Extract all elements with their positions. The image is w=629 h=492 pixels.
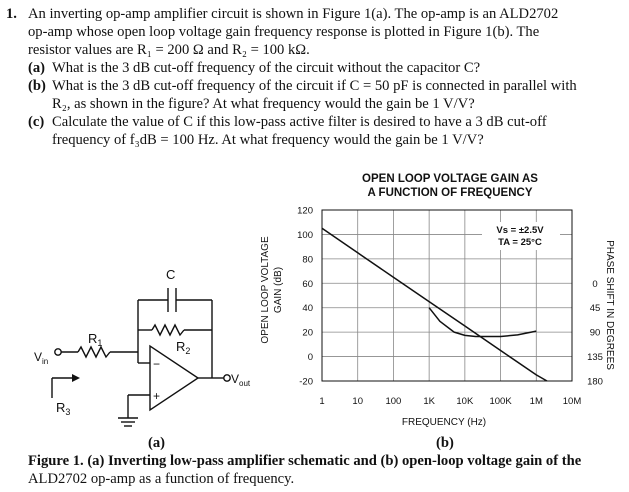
part-c-text-1: Calculate the value of C if this low-pass active filter is desired to have a 3 dB cut-off (52, 114, 547, 130)
y-tick-label: 100 (297, 229, 313, 241)
y-tick-label: 60 (302, 278, 313, 290)
caption-line-2: ALD2702 op-amp as a function of frequency. (28, 471, 295, 487)
y2-tick-label: 90 (589, 327, 601, 339)
y-tick-label: 40 (302, 303, 313, 315)
x-tick-label: 10K (456, 396, 474, 407)
series-line-gain (322, 228, 547, 381)
annotation-line-1: Vs = ±2.5V (496, 225, 544, 236)
annotation-line-2: TA = 25°C (498, 237, 542, 248)
figure-label-a: (a) (148, 435, 166, 451)
y-tick-label: -20 (299, 376, 313, 388)
chart-title: OPEN LOOP VOLTAGE GAIN AS (362, 173, 538, 185)
label-r3: $R_3$ (56, 400, 71, 417)
problem-line-3: resistor values are R₁ = 200 Ω and R₂ = 100 kΩ. (28, 42, 310, 58)
label-r1: $R_1$ (88, 331, 103, 348)
op-amp-plus: + (153, 389, 161, 403)
y2-tick-label: 45 (589, 303, 601, 315)
x-tick-label: 10 (352, 396, 364, 407)
chart-series (322, 228, 547, 381)
problem-line-2: op-amp whose open loop voltage gain frequency response is plotted in Figure 1(b). The (28, 24, 540, 40)
part-c-text-2: frequency of f₃dB = 100 Hz. At what frequency would the gain be 1 V/V? (52, 132, 484, 148)
label-vin: $V_{in}$ (34, 350, 49, 366)
part-b-text-1: What is the 3 dB cut-off frequency of the circuit if C = 50 pF is connected in parallel with (52, 78, 577, 94)
y-axis-label: OPEN LOOP VOLTAGE (260, 236, 271, 344)
y-tick-label: 20 (302, 327, 313, 339)
x-tick-label: 100K (489, 396, 512, 407)
part-b-label: (b) (28, 78, 46, 94)
y-tick-label: 80 (302, 254, 313, 266)
label-r2: $R_2$ (176, 339, 191, 356)
x-tick-label: 1M (529, 396, 543, 407)
y-axis-label-2: GAIN (dB) (273, 266, 284, 314)
y2-tick-label: 0 (592, 278, 598, 290)
figure-label-b: (b) (436, 435, 454, 451)
chart-subtitle: A FUNCTION OF FREQUENCY (367, 187, 533, 199)
x-tick-label: 1 (319, 396, 325, 407)
part-a-text: What is the 3 dB cut-off frequency of the circuit without the capacitor C? (52, 60, 481, 76)
y2-tick-label: 135 (587, 352, 603, 364)
problem-line-1: An inverting op-amp amplifier circuit is shown in Figure 1(a). The op-amp is an ALD2702 (28, 6, 559, 22)
y-tick-label: 0 (307, 352, 313, 364)
y2-tick-label: 180 (587, 376, 603, 388)
op-amp-minus: − (153, 357, 161, 371)
x-axis-label: FREQUENCY (Hz) (401, 417, 487, 428)
x-tick-label: 10M (562, 396, 582, 407)
x-tick-label: 100 (385, 396, 402, 407)
part-c-label: (c) (28, 114, 45, 130)
x-tick-label: 1K (423, 396, 435, 407)
caption-line-1: Figure 1. (a) Inverting low-pass amplifier schematic and (b) open-loop voltage gain of the (28, 453, 582, 469)
problem-number: 1. (6, 6, 17, 22)
label-c: C (166, 267, 176, 282)
y-tick-label: 120 (297, 205, 313, 217)
part-b-text-2: R₂, as shown in the figure? At what frequency would the gain be 1 V/V? (52, 96, 475, 112)
label-vout: $V_{out}$ (231, 372, 251, 388)
y2-axis-label: PHASE SHIFT IN DEGREES (604, 240, 615, 370)
part-a-label: (a) (28, 60, 46, 76)
